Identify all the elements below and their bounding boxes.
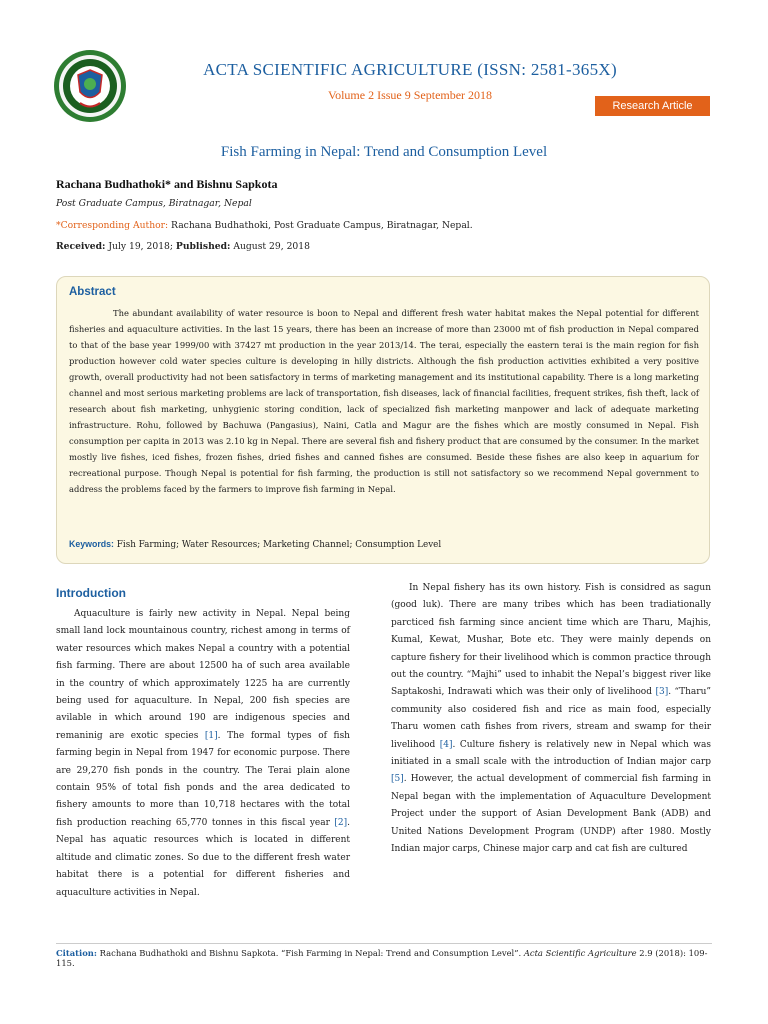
citation-link[interactable]: [5] (391, 774, 404, 785)
dates (56, 241, 310, 252)
intro-text: . The formal types of fish farming begin in Nepal from 1947 for economic purpose. There are 29,270 fish ponds in the country. The Terai plain alone contain 95% of total fish ponds and the area dedicated to fishery amounts to more than 10,718 hectares with the total fish production reaching 65,770 tonnes in this fiscal year (56, 730, 350, 828)
intro-text: . “Tharu” community also cosidered fish and rice as main food, especially Tharu women cath fishes from rivers, stream and swamp for their livelihood (391, 687, 711, 750)
citation-journal: Acta Scientific Agriculture (523, 948, 637, 958)
citation-footer (56, 943, 712, 968)
abstract-box (56, 276, 710, 564)
published-date: August 29, 2018 (230, 241, 310, 252)
authors: Rachana Budhathoki* and Bishnu Sapkota (56, 177, 278, 191)
intro-text: . Nepal has aquatic resources which is located in different altitude and climatic zones. So due to the different fresh water habitat there is a potential for different fisheries and aquaculture activities in Nepal. (56, 817, 350, 898)
citation-link[interactable]: [3] (655, 687, 669, 698)
journal-title: ACTA SCIENTIFIC AGRICULTURE (ISSN: 2581-365X) (203, 60, 617, 79)
keywords-label: Keywords: (69, 539, 114, 549)
citation-link[interactable]: [1] (204, 730, 218, 741)
introduction-heading: Introduction (56, 586, 126, 600)
keywords (69, 539, 441, 550)
abstract-text: The abundant availability of water resource is boon to Nepal and different fresh water habitat makes the Nepal potential for different fisheries and aquaculture activities. In the last 15 years, there has been an increase of more than 23000 mt of fish production in Nepal compared to that of the base year 1999/00 with 37427 mt production in the year 2013/14. The terai, especially the eastern terai is the main region for fish production however cold water species culture is developing in hilly districts. Although the fish production activities exhibited a very positive growth, overall productivity had not been satisfactory in terms of marketing management and its institutional capability. There is a long marketing channel and most serious marketing problems are lack of transportation, fish diseases, lack of financial facilities, frequent strikes, fish theft, lack of research about fish marketing, unhygienic storing condition, lack of specialized fish marketing manpower and lack of adequate marketing infrastructure. Rohu, followed by Bachuwa (Pangasius), Naini, Catla and Magur are the fishes which are mostly consumed in Nepal. Fish consumption per capita in 2013 was 2.10 kg in Nepal. There are several fish and fishery product that are consumed by the consumer. In the market mostly live fishes, iced fishes, frozen fishes, dried fishes and canned fishes are consumed. Beside these fishes are also keep in aquarium for recreational purpose. Though Nepal is potential for fish farming, the production is still not satisfactory so we recommend Nepal government to address the problems faced by the farmers to improve fish farming in Nepal. (69, 308, 699, 494)
affiliation: Post Graduate Campus, Biratnagar, Nepal (56, 198, 252, 209)
intro-text: In Nepal fishery has its own history. Fish is considred as sagun (good luk). There are many tribes which has been tradiationally parcticed fish farming since ancient time which are Tharu, Majhis, Kumal, Kewat, Mushar, Bote etc. They were mainly depends on capture fishery for their livelihood which is common practice through out the country. “Majhi” used to inhabit the Nepal’s biggest river like Saptakoshi, Indrawati which was their only of livelihood (391, 583, 711, 698)
corresponding-label: *Corresponding Author: (56, 220, 169, 231)
corresponding-author (56, 220, 473, 231)
journal-seal-icon (52, 48, 128, 124)
article-type-badge: Research Article (595, 96, 710, 116)
intro-text: Aquaculture is fairly new activity in Nepal. Nepal being small land lock mountainous country, richest among in terms of water resources which makes Nepal a country with a potential fish farming. There are about 12500 ha of such area available in the country of which approximately 1225 ha are currently being used for aquaculture. In Nepal, 200 fish species are avilable in which around 190 are indigenous species and remaninig are exotic species (56, 609, 350, 741)
received-date: July 19, 2018; (105, 241, 176, 252)
citation-link[interactable]: [2] (334, 817, 348, 828)
published-label: Published: (175, 241, 231, 252)
citation-text: Rachana Budhathoki and Bishnu Sapkota. “Fish Farming in Nepal: Trend and Consumption Level”. (96, 948, 524, 958)
intro-text: . However, the actual development of commercial fish farming in Nepal began with the implementation of Aquaculture Development Project under the support of Asian Development Bank (ADB) and United Nations Development Program (UNDP) after 1980. Mostly Indian major carps, Chinese major carp and cat fish are cultured (391, 774, 711, 855)
corresponding-text: Rachana Budhathoki, Post Graduate Campus, Biratnagar, Nepal. (168, 220, 473, 231)
abstract-heading: Abstract (69, 286, 116, 298)
keywords-text: Fish Farming; Water Resources; Marketing Channel; Consumption Level (113, 540, 442, 550)
intro-right-column (391, 580, 711, 859)
citation-tail: 2.9 (2018): 109-115. (56, 948, 708, 968)
intro-left-column (56, 606, 350, 902)
issue-line: Volume 2 Issue 9 September 2018 (327, 88, 493, 102)
paper-title: Fish Farming in Nepal: Trend and Consumption Level (220, 144, 548, 160)
citation-label: Citation: (56, 948, 97, 958)
citation-link[interactable]: [4] (439, 739, 453, 750)
intro-text: . Culture fishery is relatively new in Nepal which was initiated in a small scale with the introduction of Indian major carp (391, 739, 711, 768)
received-label: Received: (56, 241, 106, 252)
